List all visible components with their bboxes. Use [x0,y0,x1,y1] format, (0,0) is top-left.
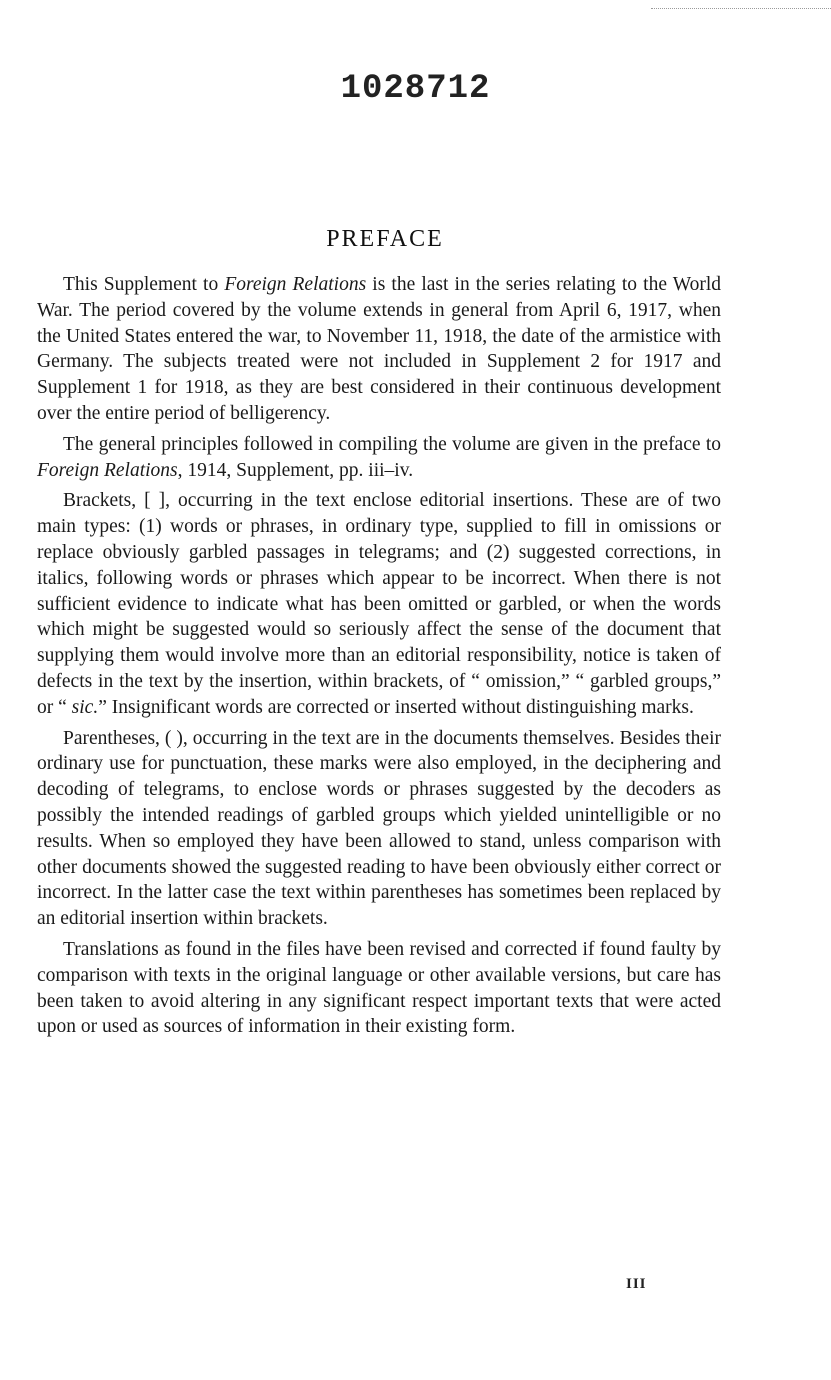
page-edge-mark [651,0,831,9]
paragraph-5: Translations as found in the files have been revised and corrected if found faulty by comparison with texts in the original language or other available versions, but care has been taken to avoid altering in any significant respect important texts that were acted upon or used as sources of information in their existing form. [37,938,721,1038]
accession-stamp: 1028712 [340,70,491,108]
paragraph-4: Parentheses, ( ), occurring in the text are in the documents themselves. Besides their ordinary use for punctuation, these marks were also employed, in the deciphering and decoding of telegrams, to enclose words or phrases suggested by the decoders as possibly the intended readings of garbled groups which yielded unintelligible or no results. When so employed they have been allowed to stand, unless comparison with other documents showed the suggested reading to have been obviously either correct or incorrect. In the latter case the text within parentheses has sometimes been replaced by an editorial insertion within brackets. [37,727,721,930]
paragraph-3: Brackets, [ ], occurring in the text enclose editorial insertions. These are of two main types: (1) words or phrases, in ordinary type, supplied to fill in omissions or replace obviously garbled passages in telegrams; and (2) suggested corrections, in italics, following words or phrases which appear to be incorrect. When there is not sufficient evidence to indicate what has been omitted or garbled, or when the words which might be suggested would so seriously affect the sense of the document that supplying them would involve more than an editorial responsibility, notice is taken of defects in the text by the insertion, within brackets, of “ omission,” “ garbled groups,” or “ sic.” Insignificant words are corrected or inserted without distinguishing marks. [37,490,721,718]
preface-body [37,272,721,1045]
paragraph-2: The general principles followed in compiling the volume are given in the preface to Foreign Relations, 1914, Supplement, pp. iii–iv. [37,433,721,481]
page-number: III [626,1276,647,1292]
page-title: PREFACE [326,226,444,252]
paragraph-1: This Supplement to Foreign Relations is the last in the series relating to the World War. The period covered by the volume extends in general from April 6, 1917, when the United States entered the war, to November 11, 1918, the date of the armistice with Germany. The subjects treated were not included in Supplement 2 for 1917 and Supplement 1 for 1918, as they are best considered in their continuous development over the entire period of belligerency. [37,274,721,424]
